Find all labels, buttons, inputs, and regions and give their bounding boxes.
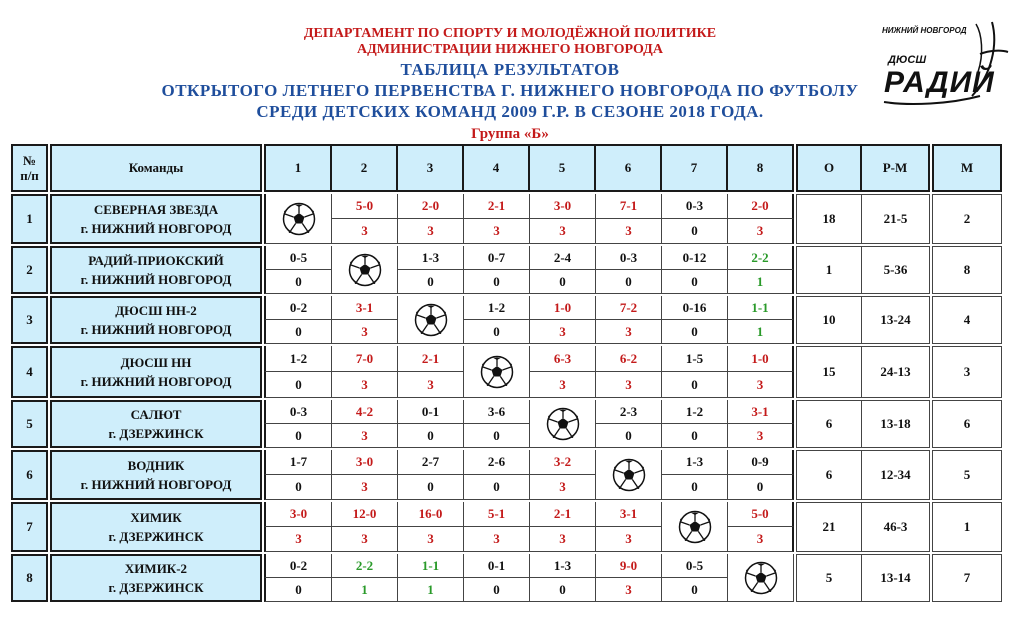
table-row [11,246,1002,270]
match-score: 2-6 [464,450,530,475]
header-col-5: 5 [530,144,596,192]
match-points: 3 [332,527,398,552]
team-name: СЕВЕРНАЯ ЗВЕЗДА [93,202,219,217]
match-points: 3 [596,578,662,602]
radiy-logo [880,14,1010,109]
match-score: 5-1 [464,502,530,527]
match-points: 3 [728,219,794,244]
header-col-6: 6 [596,144,662,192]
match-points: 0 [464,320,530,344]
self-match-ball [596,450,662,500]
match-score: 0-16 [662,296,728,320]
logo-name: РАДИЙ [884,66,995,99]
match-points: 3 [332,475,398,500]
department-line-1: ДЕПАРТАМЕНТ ПО СПОРТУ И МОЛОДЁЖНОЙ ПОЛИТИКЕ [303,26,717,41]
team-goals: 13-14 [862,554,930,602]
team-city: г. ДЗЕРЖИНСК [108,426,204,441]
match-score: 7-1 [596,194,662,219]
match-points: 3 [332,219,398,244]
team-city: г. НИЖНИЙ НОВГОРОД [80,221,232,236]
match-score: 3-2 [530,450,596,475]
title-line-3: СРЕДИ ДЕТСКИХ КОМАНД 2009 Г.Р. В СЕЗОНЕ 2018 ГОДА. [256,102,764,121]
match-score: 2-7 [398,450,464,475]
team-goals: 13-18 [862,400,930,448]
match-score: 1-3 [398,246,464,270]
team-goals: 21-5 [862,194,930,244]
team-goals: 46-3 [862,502,930,552]
table-row [11,296,1002,320]
match-points: 3 [530,372,596,398]
team-city: г. НИЖНИЙ НОВГОРОД [80,477,232,492]
row-num: 5 [11,400,48,448]
match-points: 1 [332,578,398,602]
header-num [11,144,48,192]
match-score: 1-1 [728,296,794,320]
match-points: 0 [662,424,728,448]
header-goals: Р-М [862,144,930,192]
match-points: 3 [530,219,596,244]
soccer-ball-icon [348,253,382,287]
match-score: 5-0 [332,194,398,219]
table-row [11,450,1002,475]
match-points: 1 [728,320,794,344]
match-score: 0-12 [662,246,728,270]
match-points: 0 [264,578,332,602]
match-score: 1-2 [264,346,332,372]
team-place: 1 [932,502,1002,552]
match-score: 0-5 [662,554,728,578]
match-score: 1-0 [728,346,794,372]
match-points: 3 [728,527,794,552]
match-points: 3 [332,372,398,398]
soccer-ball-icon [612,458,646,492]
team-city: г. НИЖНИЙ НОВГОРОД [80,322,232,337]
match-score: 6-2 [596,346,662,372]
team-cell [50,450,262,500]
self-match-ball [728,554,794,602]
team-cell [50,194,262,244]
match-points: 3 [530,320,596,344]
table-row [11,400,1002,424]
team-points: 21 [796,502,862,552]
results-table [11,144,1002,602]
match-points: 0 [264,270,332,294]
soccer-ball-icon [744,561,778,595]
match-points: 0 [596,424,662,448]
department-line-2: АДМИНИСТРАЦИИ НИЖНЕГО НОВГОРОДА [357,42,663,57]
match-points: 1 [728,270,794,294]
header-col-7: 7 [662,144,728,192]
self-match-ball [662,502,728,552]
group-label: Группа «Б» [471,126,549,142]
match-points: 3 [530,527,596,552]
match-score: 6-3 [530,346,596,372]
team-city: г. НИЖНИЙ НОВГОРОД [80,272,232,287]
team-cell [50,502,262,552]
header-place: М [932,144,1002,192]
match-points: 0 [728,475,794,500]
match-points: 3 [728,424,794,448]
row-num: 8 [11,554,48,602]
header-col-2: 2 [332,144,398,192]
team-goals: 5-36 [862,246,930,294]
team-points: 5 [796,554,862,602]
team-points: 6 [796,450,862,500]
match-points: 0 [398,475,464,500]
match-score: 0-2 [264,296,332,320]
team-name: САЛЮТ [130,407,182,422]
team-name: РАДИЙ-ПРИОКСКИЙ [88,253,224,268]
match-score: 2-1 [398,346,464,372]
team-place: 7 [932,554,1002,602]
match-score: 3-0 [530,194,596,219]
team-name: ВОДНИК [127,458,185,473]
match-score: 2-1 [530,502,596,527]
soccer-ball-icon [414,303,448,337]
self-match-ball [398,296,464,344]
team-name: ХИМИК [130,510,182,525]
soccer-ball-icon [546,407,580,441]
match-score: 3-1 [332,296,398,320]
match-score: 2-2 [332,554,398,578]
team-cell [50,296,262,344]
header-num-part: п/п [20,168,39,183]
match-points: 1 [398,578,464,602]
title-line-1: ТАБЛИЦА РЕЗУЛЬТАТОВ [400,60,620,79]
team-city: г. НИЖНИЙ НОВГОРОД [80,374,232,389]
match-points: 0 [464,270,530,294]
team-place: 4 [932,296,1002,344]
row-num: 4 [11,346,48,398]
match-points: 3 [332,320,398,344]
match-points: 0 [264,320,332,344]
match-score: 0-1 [464,554,530,578]
team-points: 10 [796,296,862,344]
match-points: 3 [464,527,530,552]
match-points: 0 [264,424,332,448]
match-score: 0-3 [596,246,662,270]
soccer-ball-icon [678,510,712,544]
match-score: 1-3 [530,554,596,578]
match-score: 0-5 [264,246,332,270]
match-score: 4-2 [332,400,398,424]
match-score: 0-3 [264,400,332,424]
team-cell [50,400,262,448]
row-num: 6 [11,450,48,500]
match-points: 3 [596,320,662,344]
match-score: 2-0 [398,194,464,219]
match-score: 7-2 [596,296,662,320]
team-goals: 13-24 [862,296,930,344]
match-score: 0-2 [264,554,332,578]
team-place: 5 [932,450,1002,500]
match-score: 3-0 [332,450,398,475]
match-points: 3 [398,372,464,398]
match-score: 2-3 [596,400,662,424]
match-points: 0 [398,270,464,294]
team-place: 6 [932,400,1002,448]
team-name: ДЮСШ НН [120,355,192,370]
team-city: г. ДЗЕРЖИНСК [108,580,204,595]
header-num-part: № [22,153,37,168]
match-points: 3 [264,527,332,552]
match-points: 0 [662,372,728,398]
match-score: 1-0 [530,296,596,320]
soccer-ball-icon [282,202,316,236]
match-points: 0 [464,578,530,602]
team-place: 2 [932,194,1002,244]
match-score: 1-2 [662,400,728,424]
match-points: 0 [530,270,596,294]
match-points: 0 [662,578,728,602]
row-num: 2 [11,246,48,294]
table-row [11,194,1002,219]
team-cell [50,246,262,294]
match-score: 2-1 [464,194,530,219]
match-score: 16-0 [398,502,464,527]
table-row [11,554,1002,578]
match-score: 3-1 [596,502,662,527]
team-points: 6 [796,400,862,448]
match-points: 0 [596,270,662,294]
team-place: 3 [932,346,1002,398]
match-points: 0 [662,270,728,294]
team-place: 8 [932,246,1002,294]
match-score: 0-7 [464,246,530,270]
match-points: 3 [398,219,464,244]
match-score: 9-0 [596,554,662,578]
soccer-ball-icon [480,355,514,389]
match-points: 3 [596,219,662,244]
match-score: 1-7 [264,450,332,475]
match-score: 0-1 [398,400,464,424]
match-score: 1-3 [662,450,728,475]
header-col-8: 8 [728,144,794,192]
match-points: 3 [596,372,662,398]
match-score: 3-0 [264,502,332,527]
match-score: 12-0 [332,502,398,527]
team-points: 1 [796,246,862,294]
team-name: ХИМИК-2 [124,561,188,576]
match-points: 0 [398,424,464,448]
match-score: 7-0 [332,346,398,372]
match-points: 0 [464,424,530,448]
self-match-ball [332,246,398,294]
header-points: О [796,144,862,192]
team-city: г. ДЗЕРЖИНСК [108,529,204,544]
match-score: 2-4 [530,246,596,270]
match-points: 3 [728,372,794,398]
header-teams: Команды [50,144,262,192]
table-header-row [11,144,1002,192]
match-score: 3-6 [464,400,530,424]
match-points: 3 [464,219,530,244]
match-points: 3 [398,527,464,552]
match-points: 3 [530,475,596,500]
match-score: 3-1 [728,400,794,424]
team-points: 15 [796,346,862,398]
table-row [11,346,1002,372]
match-points: 0 [264,372,332,398]
team-goals: 24-13 [862,346,930,398]
self-match-ball [464,346,530,398]
match-points: 0 [662,475,728,500]
match-score: 0-9 [728,450,794,475]
match-score: 5-0 [728,502,794,527]
self-match-ball [530,400,596,448]
header-col-1: 1 [264,144,332,192]
logo-school: ДЮСШ [888,54,927,66]
match-score: 1-1 [398,554,464,578]
row-num: 7 [11,502,48,552]
row-num: 3 [11,296,48,344]
match-score: 1-2 [464,296,530,320]
match-score: 0-3 [662,194,728,219]
header-col-4: 4 [464,144,530,192]
match-points: 3 [596,527,662,552]
logo-city: НИЖНИЙ НОВГОРОД [882,26,967,35]
match-points: 0 [530,578,596,602]
self-match-ball [264,194,332,244]
team-cell [50,346,262,398]
header-col-3: 3 [398,144,464,192]
match-points: 0 [662,320,728,344]
match-score: 1-5 [662,346,728,372]
match-score: 2-2 [728,246,794,270]
match-score: 2-0 [728,194,794,219]
row-num: 1 [11,194,48,244]
team-name: ДЮСШ НН-2 [115,303,197,318]
team-points: 18 [796,194,862,244]
team-goals: 12-34 [862,450,930,500]
match-points: 0 [464,475,530,500]
match-points: 0 [264,475,332,500]
title-line-2: ОТКРЫТОГО ЛЕТНЕГО ПЕРВЕНСТВА Г. НИЖНЕГО НОВГОРОДА ПО ФУТБОЛУ [161,81,859,100]
match-points: 0 [662,219,728,244]
team-cell [50,554,262,602]
match-points: 3 [332,424,398,448]
table-row [11,502,1002,527]
